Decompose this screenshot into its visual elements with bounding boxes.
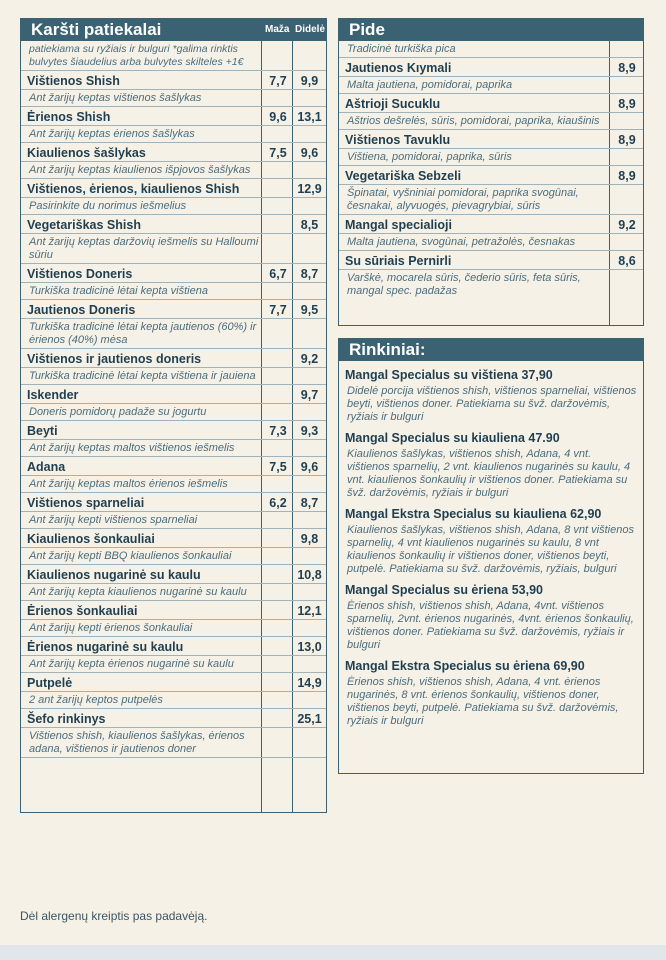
pide-item-description: Malta jautiena, pomidorai, paprika (347, 79, 513, 91)
set-item-name: Mangal Ekstra Specialus su kiauliena 62,90 (345, 507, 602, 521)
pide-intro-text: Tradicinė turkiška pica (347, 43, 456, 55)
pide-desc-row (339, 77, 643, 94)
menu-item (21, 673, 326, 692)
set-item-name: Mangal Ekstra Specialus su ėriena 69,90 (345, 659, 585, 673)
menu-item-name: Kiaulienos šašlykas (27, 146, 146, 160)
menu-item (21, 421, 326, 440)
menu-item-desc-row (21, 440, 326, 457)
menu-item-desc-row (21, 404, 326, 421)
menu-item (21, 143, 326, 162)
pide-item-name: Mangal specialioji (345, 218, 452, 232)
menu-item-price-large: 9,3 (300, 424, 319, 438)
pide-item (339, 166, 643, 185)
pide-desc-row (339, 185, 643, 215)
hot-dishes-title: Karšti patiekalai (31, 20, 162, 39)
menu-item-price-large: 12,1 (297, 604, 322, 618)
menu-item (21, 385, 326, 404)
pide-item (339, 94, 643, 113)
menu-item (21, 493, 326, 512)
menu-item-price-large: 12,9 (297, 182, 322, 196)
allergen-note: Dėl alergenų kreiptis pas padavėją. (20, 909, 208, 923)
pide-item-price: 8,9 (618, 133, 636, 147)
menu-item-desc-row (21, 319, 326, 349)
menu-item-name: Vištienos ir jautienos doneris (27, 352, 202, 366)
menu-item-name: Iskender (27, 388, 79, 402)
menu-item-description: Ant žarijų kepta kiaulienos nugarinė su kaulu (29, 586, 247, 598)
menu-item-name: Ėrienos Shish (27, 110, 111, 124)
pide-item (339, 58, 643, 77)
pide-intro (339, 41, 643, 58)
menu-item-description: Ant žarijų keptas daržovių iešmelis su Halloumi sūriu (29, 236, 259, 261)
set-item-name: Mangal Specialus su ėriena 53,90 (345, 583, 544, 597)
pide-title: Pide (349, 20, 385, 39)
menu-item-description: Ant žarijų keptas maltos ėrienos iešmelis (29, 478, 228, 490)
menu-item-desc-row (21, 512, 326, 529)
menu-item-desc-row (21, 90, 326, 107)
menu-item-desc-row (21, 198, 326, 215)
pide-item-name: Vegetariška Sebzeli (345, 169, 462, 183)
menu-item-price-large: 13,1 (297, 110, 322, 124)
menu-item-description: Turkiška tradicinė lėtai kepta vištiena (29, 285, 208, 297)
menu-item-price-large: 9,8 (300, 532, 319, 546)
hot-dishes-intro-text: patiekiama su ryžiais ir bulguri *galima rinktis bulvytes šiaudelius arba bulvytes skilteles +1€ (29, 43, 244, 68)
pide-item-description: Malta jautiena, svogūnai, petražolės, česnakas (347, 236, 576, 248)
menu-item-description: Ant žarijų keptas ėrienos šašlykas (29, 128, 195, 140)
menu-item-price-large: 8,7 (300, 496, 319, 510)
set-item-description: Ėrienos shish, vištienos shish, Adana, 4vnt. vištienos sparnelių, 2vnt. ėrienos nugarinės, 4vnt. ėrienos šonkaulių, vištienos doner. Patiekiama su švž. daržovėmis, ryžiais ir bulguri (347, 600, 634, 651)
menu-item-desc-row (21, 162, 326, 179)
menu-item-price-large: 14,9 (297, 676, 322, 690)
menu-item-desc-row (21, 584, 326, 601)
menu-item-name: Ėrienos šonkauliai (27, 604, 138, 618)
col-small-label: Maža (265, 24, 290, 35)
menu-item-desc-row (21, 656, 326, 673)
menu-item-price-small: 9,6 (269, 110, 287, 124)
menu-item-name: Adana (27, 460, 66, 474)
pide-item (339, 130, 643, 149)
menu-item-price-small: 7,7 (269, 303, 287, 317)
menu-item-name: Ėrienos nugarinė su kaulu (27, 640, 184, 654)
set-item (339, 580, 643, 656)
menu-item (21, 457, 326, 476)
pide-header (339, 19, 643, 41)
menu-item-name: Kiaulienos šonkauliai (27, 532, 155, 546)
pide-item-price: 8,9 (618, 97, 636, 111)
pide-item-price: 9,2 (618, 218, 636, 232)
sets-list (339, 361, 643, 732)
menu-item (21, 264, 326, 283)
menu-item-name: Vištienos Doneris (27, 267, 133, 281)
pide-item-description: Špinatai, vyšniniai pomidorai, paprika svogūnai, česnakai, alyvuogės, pievagrybiai, sūris (347, 187, 579, 212)
menu-item-description: Ant žarijų keptas maltos vištienos iešmelis (29, 442, 235, 454)
menu-item-price-large: 13,0 (297, 640, 322, 654)
pide-item-price: 8,9 (618, 169, 636, 183)
menu-item-price-large: 9,2 (300, 352, 319, 366)
pide-item-description: Vištiena, pomidorai, paprika, sūris (347, 151, 512, 163)
menu-item-description: Doneris pomidorų padaže su jogurtu (29, 406, 207, 418)
set-item-description: Kiaulienos šašlykas, vištienos shish, Adana, 4 vnt. vištienos sparnelių, 2 vnt. kiaulienos nugarinės su kaulu, 4 vnt. kiaulienos šonkaulių ir vištienos doner. Patiekiama su švž. daržovėmis, ryžiais ir bulguri (347, 448, 631, 499)
menu-item-price-small: 6,2 (269, 496, 287, 510)
menu-item-price-small: 7,5 (269, 460, 287, 474)
menu-item-desc-row (21, 283, 326, 300)
menu-item-price-small: 7,3 (269, 424, 287, 438)
menu-item-name: Kiaulienos nugarinė su kaulu (27, 568, 201, 582)
menu-item-name: Vegetariškas Shish (27, 218, 141, 232)
menu-item-description: Ant žarijų kepta ėrienos nugarinė su kaulu (29, 658, 234, 670)
menu-item (21, 637, 326, 656)
menu-item-description: Ant žarijų kepti BBQ kiaulienos šonkauliai (29, 550, 232, 562)
hot-dishes-header (21, 19, 326, 41)
set-item (339, 365, 643, 428)
menu-item (21, 179, 326, 198)
menu-item-price-large: 9,9 (300, 74, 319, 88)
menu-item (21, 71, 326, 90)
pide-item (339, 251, 643, 270)
menu-item-name: Jautienos Doneris (27, 303, 136, 317)
menu-item-name: Vištienos, ėrienos, kiaulienos Shish (27, 182, 240, 196)
menu-item (21, 349, 326, 368)
menu-item-desc-row (21, 548, 326, 565)
pide-desc-row (339, 113, 643, 130)
menu-item-price-large: 8,7 (300, 267, 319, 281)
set-item (339, 428, 643, 504)
hot-dishes-intro (21, 41, 326, 71)
menu-item-name: Šefo rinkinys (27, 712, 106, 726)
menu-item-price-large: 8,5 (300, 218, 319, 232)
col-large-label: Didelė (295, 24, 326, 35)
menu-item-description: Ant žarijų keptas vištienos šašlykas (29, 92, 202, 104)
menu-item-desc-row (21, 126, 326, 143)
sets-header (339, 339, 643, 361)
menu-item-name: Beyti (27, 424, 58, 438)
menu-item-price-large: 25,1 (297, 712, 322, 726)
set-item-description: Didelė porcija vištienos shish, vištienos sparneliai, vištienos beyti, vištienos doner. Patiekiama su švž. daržovėmis, ryžiais ir bulguri (347, 385, 637, 423)
set-item (339, 656, 643, 732)
menu-item-description: Vištienos shish, kiaulienos šašlykas, ėrienos adana, vištienos ir jautienos doner (29, 730, 245, 755)
menu-item (21, 601, 326, 620)
pide-panel (338, 18, 644, 326)
menu-item-price-large: 10,8 (297, 568, 322, 582)
sets-panel (338, 338, 644, 774)
menu-item (21, 565, 326, 584)
menu-item-price-small: 6,7 (269, 267, 287, 281)
sets-title: Rinkiniai: (349, 340, 426, 359)
pide-item-description: Aštrios dešrelės, sūris, pomidorai, paprika, kiaušinis (347, 115, 600, 127)
menu-item-name: Vištienos sparneliai (27, 496, 145, 510)
menu-item-desc-row (21, 476, 326, 493)
bottom-strip (0, 945, 666, 960)
menu-item-price-large: 9,5 (300, 303, 319, 317)
pide-desc-row (339, 149, 643, 166)
menu-item-description: 2 ant žarijų keptos putpelės (29, 694, 163, 706)
pide-item-price: 8,6 (618, 254, 636, 268)
set-item-description: Ėrienos shish, vištienos shish, Adana, 4 vnt. ėrienos nugarinės, 8 vnt. ėrienos šonkaulių, vištienos doner, vištienos beyti, putpelė. Patiekiama su švž. daržovėmis, ryžiais ir bulguri (347, 676, 619, 727)
menu-item (21, 300, 326, 319)
menu-item-price-large: 9,6 (300, 460, 319, 474)
menu-item-description: Turkiška tradicinė lėtai kepta vištiena ir jauiena (29, 370, 256, 382)
pide-desc-row (339, 234, 643, 251)
set-item (339, 504, 643, 580)
pide-list (339, 41, 643, 299)
pide-item-price: 8,9 (618, 61, 636, 75)
set-item-name: Mangal Specialus su vištiena 37,90 (345, 368, 553, 382)
menu-item (21, 529, 326, 548)
menu-item-description: Pasirinkite du norimus iešmelius (29, 200, 187, 212)
menu-item-price-large: 9,7 (300, 388, 319, 402)
pide-item-name: Vištienos Tavuklu (345, 133, 451, 147)
menu-item (21, 709, 326, 728)
pide-item-name: Su sūriais Pernirli (345, 254, 452, 268)
menu-item-description: Ant žarijų kepti vištienos sparneliai (29, 514, 198, 526)
pide-item-name: Aštrioji Sucuklu (345, 97, 441, 111)
menu-item-price-large: 9,6 (300, 146, 319, 160)
menu-item (21, 107, 326, 126)
pide-desc-row (339, 270, 643, 299)
menu-item-price-small: 7,5 (269, 146, 287, 160)
menu-item-price-small: 7,7 (269, 74, 287, 88)
set-item-name: Mangal Specialus su kiauliena 47.90 (345, 431, 560, 445)
menu-item-desc-row (21, 620, 326, 637)
menu-item-name: Putpelė (27, 676, 73, 690)
hot-dishes-panel (20, 18, 327, 813)
pide-item-description: Varškė, mocarela sūris, čederio sūris, feta sūris, mangal spec. padažas (347, 272, 581, 297)
pide-item (339, 215, 643, 234)
menu-item-desc-row (21, 728, 326, 758)
pide-item-name: Jautienos Kıymali (345, 61, 452, 75)
menu-item-desc-row (21, 234, 326, 264)
hot-dishes-list (21, 41, 326, 758)
menu-item-description: Turkiška tradicinė lėtai kepta jautienos (60%) ir ėrienos (40%) mėsa (29, 321, 257, 346)
menu-item-description: Ant žarijų keptas kiaulienos išpjovos šašlykas (29, 164, 251, 176)
menu-item-desc-row (21, 368, 326, 385)
menu-item-description: Ant žarijų kepti ėrienos šonkauliai (29, 622, 193, 634)
menu-item-desc-row (21, 692, 326, 709)
set-item-description: Kiaulienos šašlykas, vištienos shish, Adana, 8 vnt vištienos sparnelių, 4 vnt kiaulienos nugarinės su kaulu, 8 vnt kiaulienos šonkaulių ir vištienos doner, vištienos beyti, putpelė. Patiekiama su švž. daržovėmis, ryžiais, bulguri (347, 524, 634, 575)
menu-item (21, 215, 326, 234)
menu-item-name: Vištienos Shish (27, 74, 120, 88)
